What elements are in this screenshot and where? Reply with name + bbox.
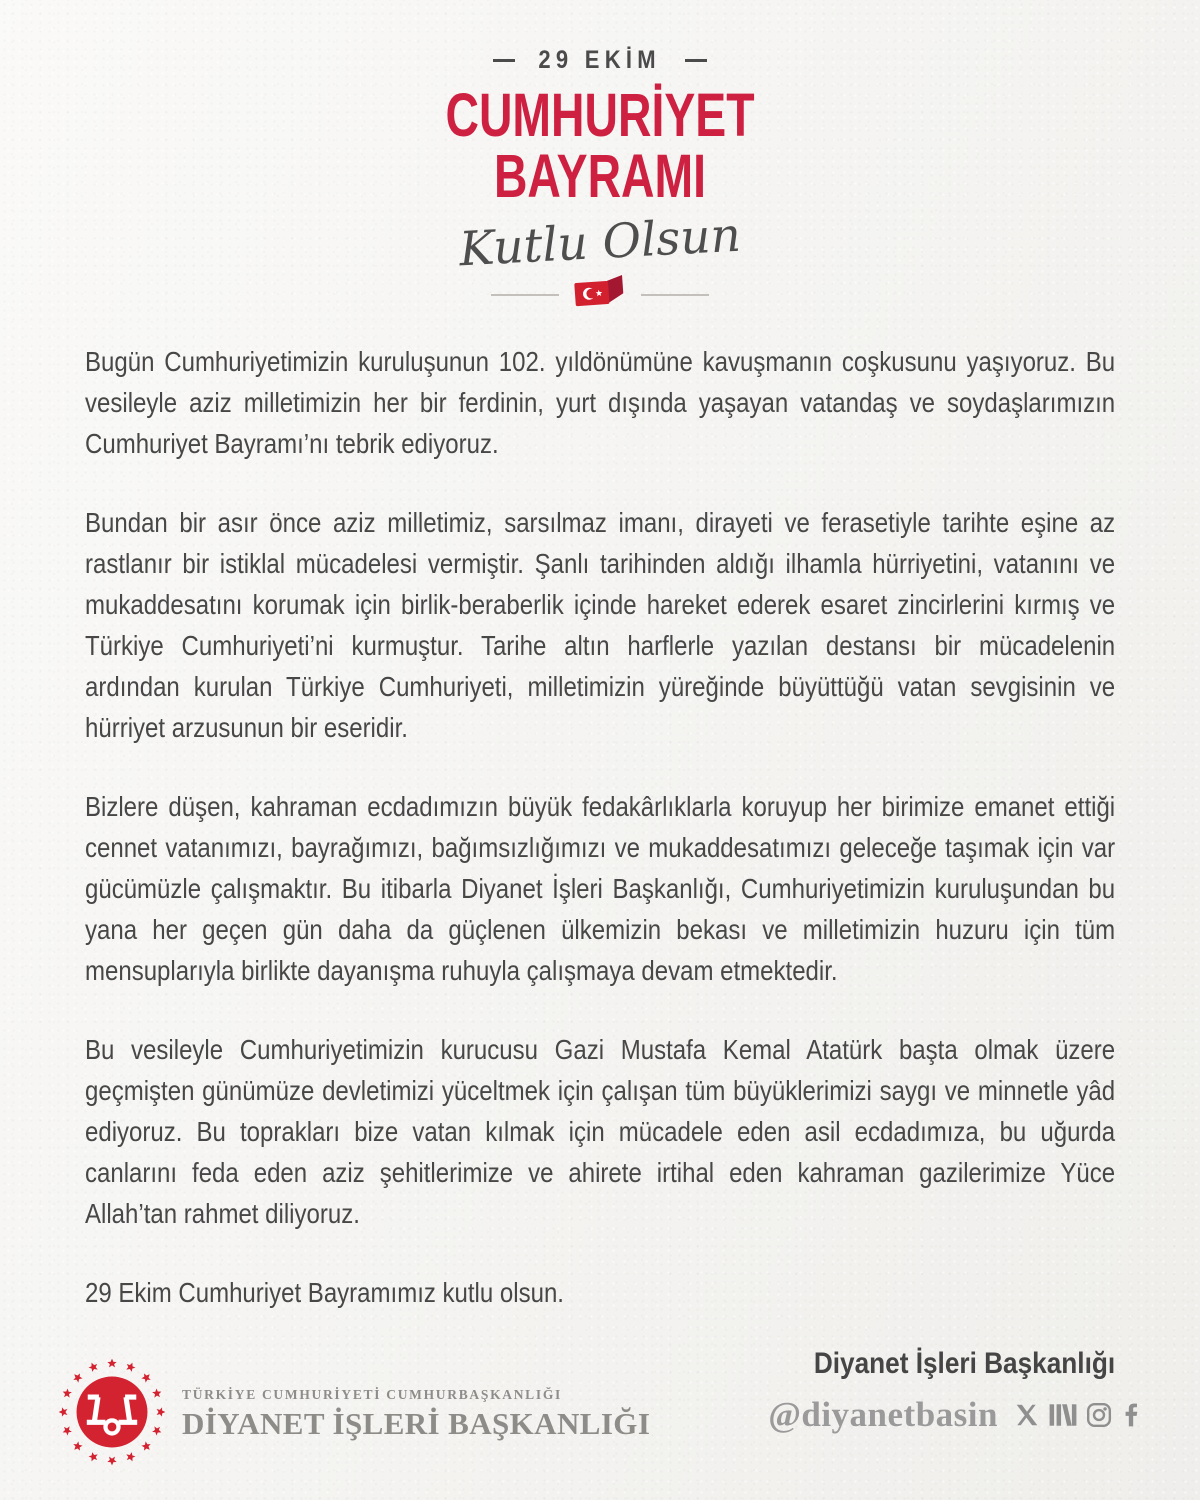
- date-banner: [0, 0, 1200, 75]
- header: [0, 0, 1200, 315]
- closing-line: 29 Ekim Cumhuriyet Bayramımız kutlu olsun.: [85, 1277, 564, 1308]
- message-body: [85, 341, 1115, 1384]
- x-icon: [1014, 1402, 1040, 1428]
- paragraph-2: Bundan bir asır önce aziz milletimiz, sarsılmaz imanı, dirayeti ve ferasetiyle tarihte eşine az rastlanır bir istiklal mücadelesi vermiştir. Şanlı tarihinden aldığı ilhamla hürriyetini, vatanını ve mukaddesatını korumak için birlik-beraberlik içinde hareket ederek esaret zincirlerini kırmış ve Türkiye Cumhuriyeti’ni kurmuştur. Tarihe altın harflerle yazılan destansı bir mücadelenin ardından kurulan Türkiye Cumhuriyeti, milletimizin yüreğinde büyüttüğü vatan sevgisinin ve hürriyet arzusunun bir eseridir.: [85, 507, 1116, 743]
- footer-social: [768, 1395, 1142, 1435]
- signature: Diyanet İşleri Başkanlığı: [813, 1347, 1116, 1380]
- nsosyal-icon: [1048, 1402, 1078, 1428]
- instagram-icon: [1086, 1402, 1112, 1428]
- right-dash: [685, 59, 707, 62]
- right-rule: [641, 294, 709, 296]
- paragraph-1: Bugün Cumhuriyetimizin kuruluşunun 102. yıldönümüne kavuşmanın coşkusunu yaşıyoruz. Bu vesileyle aziz milletimizin her bir ferdinin, yurt dışında yaşayan vatandaş ve soydaşlarımızın Cumhuriyet Bayramı’nı tebrik ediyoruz.: [85, 346, 1116, 459]
- date-label: 29 EKİM: [538, 46, 662, 74]
- script-greeting: Kutlu Olsun: [457, 207, 743, 278]
- diyanet-logo: [56, 1356, 168, 1473]
- turkish-flag-icon: [573, 274, 627, 315]
- paragraph-3: Bizlere düşen, kahraman ecdadımızın büyük fedakârlıklarla koruyup her birimize emanet ettiği cennet vatanımızı, bayrağımızı, bağımsızlığımızı ve mukaddesatımızı geleceğe taşımak için var gücümüzle çalışmaktır. Bu itibarla Diyanet İşleri Başkanlığı, Cumhuriyetimizin kuruluşundan bu yana her geçen gün daha da güçlenen ülkemizin bekası ve milletimizin huzuru için tüm mensuplarıyla birlikte dayanışma ruhuyla çalışmaya devam etmektedir.: [85, 791, 1116, 986]
- org-small-line: TÜRKİYE CUMHURİYETİ CUMHURBAŞKANLIĞI: [182, 1387, 562, 1402]
- title-line-2: BAYRAMI: [493, 142, 707, 210]
- footer: [0, 1335, 1200, 1500]
- social-handle: @diyanetbasin: [768, 1394, 998, 1434]
- facebook-icon: [1120, 1402, 1142, 1428]
- org-large-line: DİYANET İŞLERİ BAŞKANLIĞI: [182, 1406, 651, 1441]
- paragraph-4: Bu vesileyle Cumhuriyetimizin kurucusu Gazi Mustafa Kemal Atatürk başta olmak üzere geçmişten günümüze devletimizi yüceltmek için çalışan tüm büyüklerimizi saygı ve minnetle yâd ediyoruz. Bu toprakları bize vatan kılmak için mücadele eden asil ecdadımıza, bu uğurda canlarını feda eden aziz şehitlerimize ve ahirete irtihal eden kahraman gazilerimize Yüce Allah’tan rahmet diliyoruz.: [85, 1034, 1116, 1229]
- title-line-1: CUMHURİYET: [445, 81, 755, 149]
- left-rule: [491, 294, 559, 296]
- page-title: [0, 81, 1200, 210]
- left-dash: [493, 59, 515, 62]
- footer-branding: [56, 1356, 650, 1473]
- social-icons: [1014, 1402, 1142, 1428]
- org-text: [182, 1387, 650, 1442]
